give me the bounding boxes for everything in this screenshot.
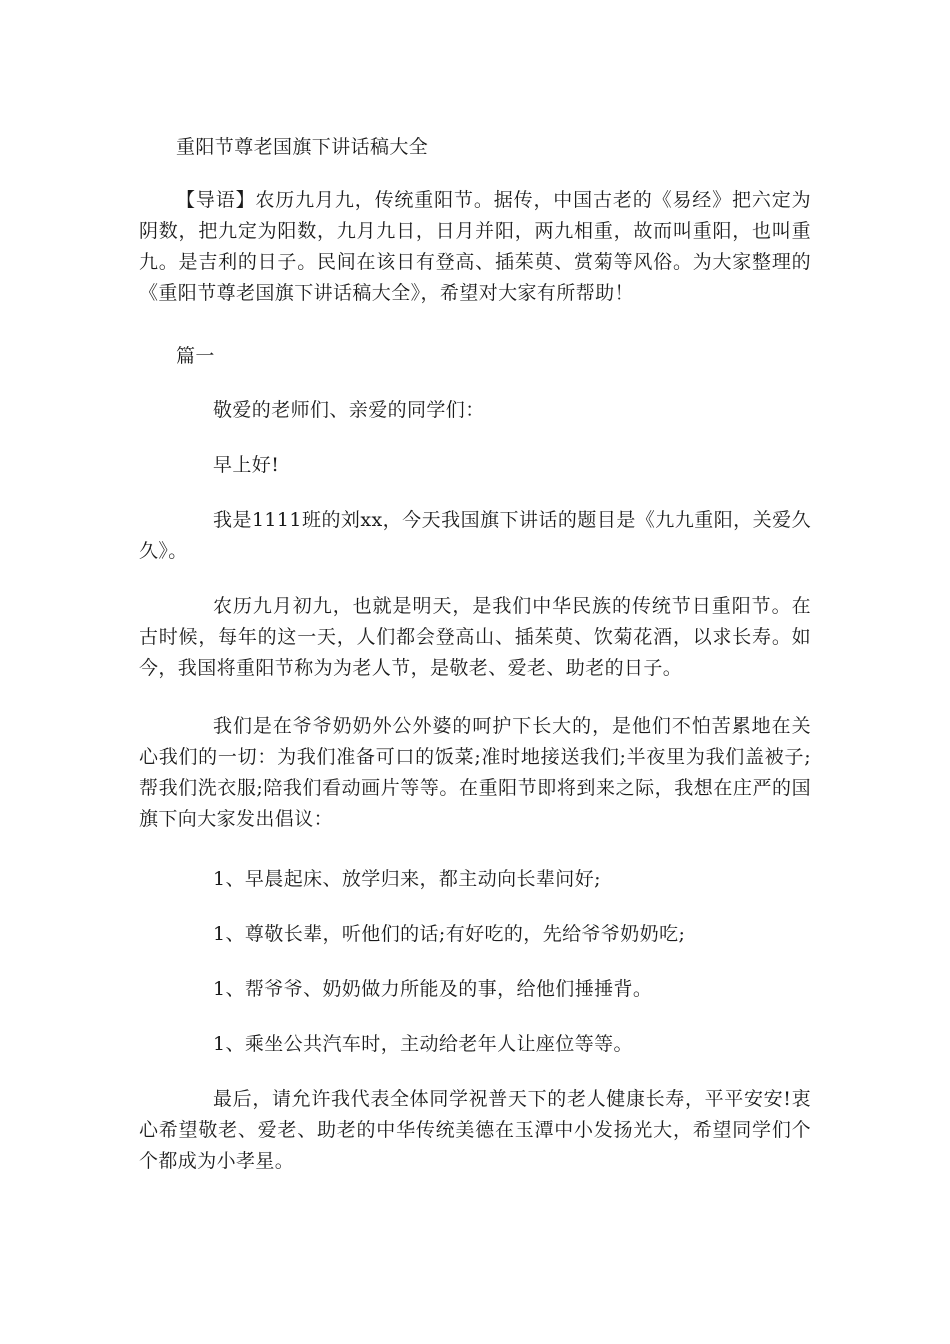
self-intro-paragraph: 我是1111班的刘xx，今天我国旗下讲话的题目是《九九重阳，关爱久久》。 (139, 509, 811, 562)
morning-greeting: 早上好! (213, 454, 280, 476)
closing-paragraph: 最后，请允许我代表全体同学祝普天下的老人健康长寿，平平安安!衷心希望敬老、爱老、助老的中华传统美德在玉潭中小发扬光大，希望同学们个个都成为小孝星。 (139, 1088, 811, 1172)
festival-paragraph: 农历九月初九，也就是明天，是我们中华民族的传统节日重阳节。在古时候，每年的这一天，人们都会登高山、插茱萸、饮菊花酒，以求长寿。如今，我国将重阳节称为为老人节，是敬老、爱老、助老的日子。 (139, 595, 811, 679)
salutation: 敬爱的老师们、亲爱的同学们： (213, 399, 485, 421)
document-title: 重阳节尊老国旗下讲话稿大全 (176, 136, 429, 158)
list-item: 1、帮爷爷、奶奶做力所能及的事，给他们捶捶背。 (213, 978, 653, 1000)
intro-paragraph: 【导语】农历九月九，传统重阳节。据传，中国古老的《易经》把六定为阴数，把九定为阳数，九月九日，日月并阳，两九相重，故而叫重阳，也叫重九。是吉利的日子。民间在该日有登高、插茱萸、赏菊等风俗。为大家整理的《重阳节尊老国旗下讲话稿大全》，希望对大家有所帮助！ (139, 189, 811, 304)
list-item: 1、早晨起床、放学归来，都主动向长辈问好; (213, 868, 601, 890)
grandparents-paragraph: 我们是在爷爷奶奶外公外婆的呵护下长大的，是他们不怕苦累地在关心我们的一切：为我们准备可口的饭菜;准时地接送我们;半夜里为我们盖被子;帮我们洗衣服;陪我们看动画片等等。在重阳节即将到来之际，我想在庄严的国旗下向大家发出倡议： (139, 715, 811, 830)
section-heading: 篇一 (176, 345, 215, 367)
list-item: 1、乘坐公共汽车时，主动给老年人让座位等等。 (213, 1033, 633, 1055)
list-item: 1、尊敬长辈，听他们的话;有好吃的，先给爷爷奶奶吃; (213, 923, 686, 945)
